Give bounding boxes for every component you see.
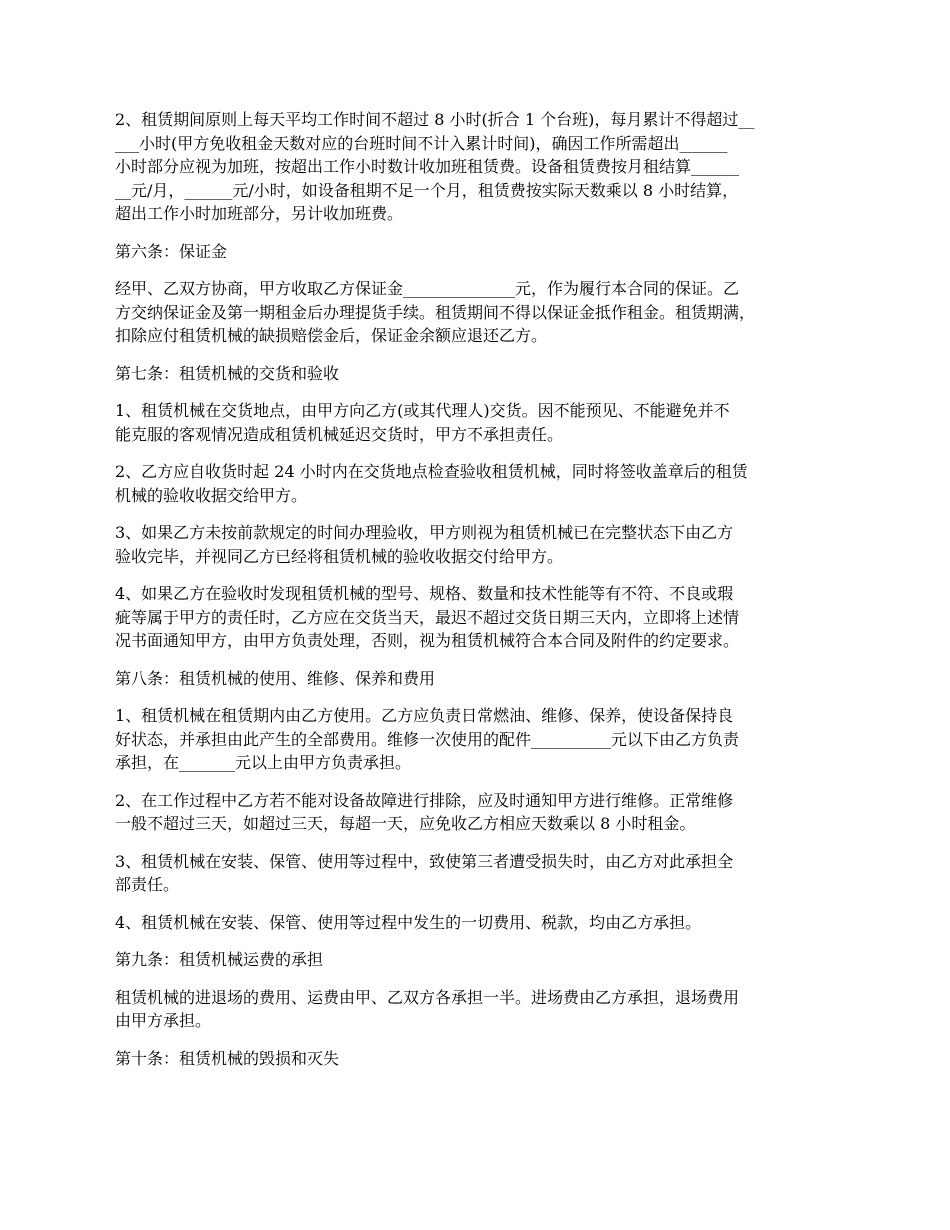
section-heading-9 [115,948,839,972]
text-line: 超出工作小时加班部分，另计收加班费。 [115,204,404,223]
text-line: 2、租赁期间原则上每天平均工作时间不超过 8 小时(折合 1 个台班)，每月累计不得超过__ [115,110,755,129]
text-line: 部责任。 [115,875,180,894]
text-line: 一般不超过三天，如超过三天，每超一天，应免收乙方相应天数乘以 8 小时租金。 [115,814,696,833]
section-heading-6 [115,240,839,264]
clause-7-item-2 [115,460,839,507]
text-line: 小时部分应视为加班，按超出工作小时数计收加班租赁费。设备租赁费按月租结算______ [115,157,740,176]
text-line: 况书面通知甲方，由甲方负责处理，否则，视为租赁机械符合本合同及附件的约定要求。 [115,631,740,650]
clause-9-body [115,986,839,1033]
clause-7-item-1 [115,399,839,446]
text-line: 租赁机械的进退场的费用、运费由甲、乙双方各承担一半。进场费由乙方承担，退场费用 [115,987,740,1007]
text-line: 经甲、乙双方协商，甲方收取乙方保证金______________元，作为履行本合同的保证。乙 [115,279,740,298]
clause-6-body [115,277,839,348]
text-line: 1、租赁机械在租赁期内由乙方使用。乙方应负责日常燃油、维修、保养，使设备保持良 [115,706,734,725]
clause-8-item-1 [115,704,839,775]
section-heading-8 [115,667,839,691]
text-line: 机械的验收收据交给甲方。 [115,485,308,505]
clause-5-item-2 [115,108,839,226]
text-line: 2、在工作过程中乙方若不能对设备故障进行排除，应及时通知甲方进行维修。正常维修 [115,790,734,810]
section-heading-10 [115,1047,839,1071]
heading-text: 第六条：保证金 [115,241,228,261]
text-line: 4、如果乙方在验收时发现租赁机械的型号、规格、数量和技术性能等有不符、不良或瑕 [115,584,734,603]
text-line: ___小时(甲方免收租金天数对应的台班时间不计入累计时间)，确因工作所需超出______ [115,133,728,153]
text-line: 4、租赁机械在安装、保管、使用等过程中发生的一切费用、税款，均由乙方承担。 [115,912,702,932]
text-line: 3、租赁机械在安装、保管、使用等过程中，致使第三者遭受损失时，由乙方对此承担全 [115,851,734,871]
clause-7-item-4 [115,582,839,653]
text-line: 3、如果乙方未按前款规定的时间办理验收，甲方则视为租赁机械已在完整状态下由乙方 [115,523,734,542]
heading-text: 第十条：租赁机械的毁损和灭失 [115,1048,340,1068]
text-line: 方交纳保证金及第一期租金后办理提货手续。租赁期间不得以保证金抵作租金。租赁期满， [115,302,756,322]
document-page [115,108,839,1084]
text-line: 扣除应付租赁机械的缺损赔偿金后，保证金余额应退还乙方。 [115,326,548,345]
heading-text: 第八条：租赁机械的使用、维修、保养和费用 [115,668,436,688]
text-line: 好状态，并承担由此产生的全部费用。维修一次使用的配件__________元以下由乙方负责 [115,729,740,749]
text-line: 2、乙方应自收货时起 24 小时内在交货地点检查验收租赁机械，同时将签收盖章后的租赁 [115,462,748,481]
text-line: 验收完毕，并视同乙方已经将租赁机械的验收收据交付给甲方。 [115,546,564,566]
text-line: __元/月，______元/小时，如设备租期不足一个月，租赁费按实际天数乘以 8 小时结算， [115,180,739,200]
text-line: 承担，在_______元以上由甲方负责承担。 [115,753,412,772]
heading-text: 第七条：租赁机械的交货和验收 [115,363,340,383]
heading-text: 第九条：租赁机械运费的承担 [115,950,324,969]
section-heading-7 [115,362,839,386]
clause-8-item-2 [115,789,839,836]
clause-7-item-3 [115,521,839,568]
text-line: 由甲方承担。 [115,1011,212,1030]
clause-8-item-4 [115,911,839,935]
text-line: 疵等属于甲方的责任时，乙方应在交货当天，最迟不超过交货日期三天内，立即将上述情 [115,607,740,627]
text-line: 能克服的客观情况造成租赁机械延迟交货时，甲方不承担责任。 [115,424,564,444]
text-line: 1、租赁机械在交货地点，由甲方向乙方(或其代理人)交货。因不能预见、不能避免并不 [115,401,730,420]
clause-8-item-3 [115,850,839,897]
